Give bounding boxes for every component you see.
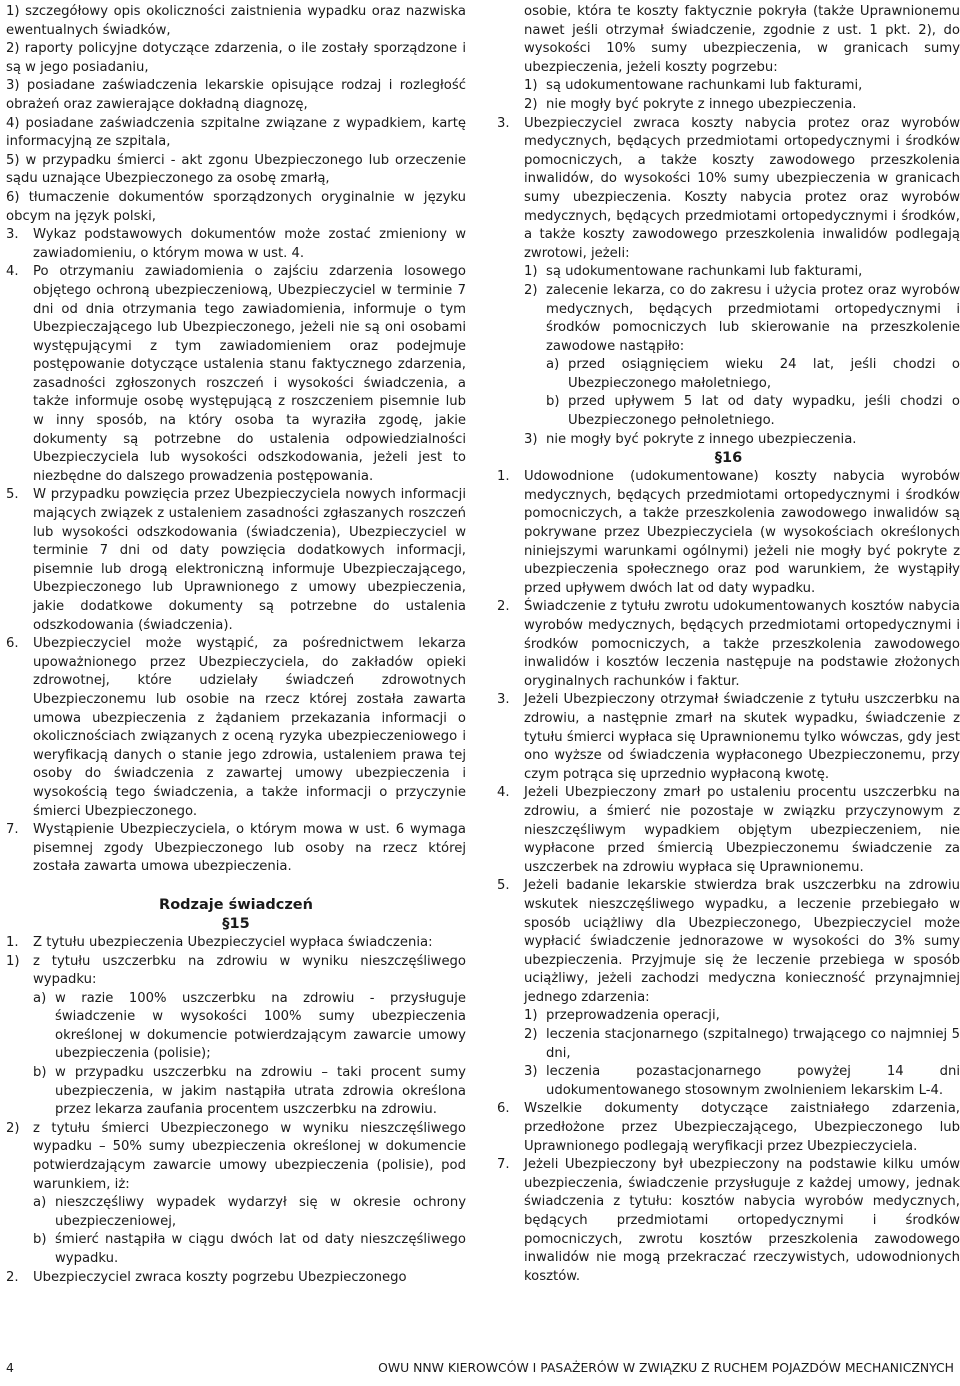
item-number: 3) bbox=[524, 431, 538, 447]
item-number: 6. bbox=[497, 1101, 510, 1117]
section-item bbox=[497, 598, 960, 691]
item-letter: b) bbox=[546, 394, 560, 410]
item-number: 2. bbox=[497, 599, 510, 615]
item-number: 3. bbox=[6, 227, 19, 243]
paragraph-symbol: §16 bbox=[714, 450, 743, 467]
item-text: Po otrzymaniu zawiadomienia o zajściu zdarzenia losowego objętego ochroną ubezpieczeniową, Ubezpieczyciel w terminie 7 dni od dnia otrzymania tego zawiadomienia, informuje o tym Ubezpieczającego lub Ubezpieczonego, jeżeli nie są oni osobami występującymi z tym zawiadomieniem oraz podejmuje postępowanie dotyczące ustalenia stanu faktycznego zdarzenia, zasadności zgłoszonych roszczeń i wysokości świadczenia, a także informuje osobę występującą z roszczeniem pisemnie lub w inny sposób, na który osoba ta wyraziła zgodę, jakie dokumenty są potrzebne do ustalenia odpowiedzialności Ubezpieczyciela lub wysokości odszkodowania, jeżeli jest to niezbędne do dalszego prowadzenia postępowania. bbox=[33, 264, 466, 484]
item-text: przeprowadzenia operacji, bbox=[546, 1008, 720, 1024]
item-text: Ubezpieczyciel zwraca koszty pogrzebu Ubezpieczonego bbox=[33, 1269, 407, 1285]
section-heading: Rodzaje świadczeń bbox=[159, 896, 313, 913]
sub-item bbox=[497, 263, 960, 282]
item-text: Jeżeli Ubezpieczony otrzymał świadczenie z tytułu uszczerbku na zdrowiu, a następnie zmarł na skutek wypadku, świadczenie z tytułu śmierci wypłaca się Uprawnionemu tylko wówczas, gdy jest ono wyższe od świadczenia wypłaconego Ubezpieczonemu, przy czym potrąca się uprzednio wypłaconą kwotę. bbox=[524, 692, 960, 782]
item-number: 5. bbox=[497, 878, 510, 894]
section-item bbox=[6, 1269, 466, 1288]
item-text: Ubezpieczyciel może wystąpić, za pośrednictwem lekarza upoważnionego przez Ubezpieczyciela, do zakładów opieki zdrowotnej, które udzielały świadczeń zdrowotnych Ubezpieczonemu lub osobie na rzecz której została zawarta umowa ubezpieczenia z żądaniem przekazania informacji o okolicznościach związanych z oceną ryzyka ubezpieczeniowego i weryfikacją danych o stanie jego zdrowia, ustaleniem prawa tej osoby do świadczenia z zawartej umowy ubezpieczenia i wysokością tego świadczenia, a także informacji o przyczynie śmierci Ubezpieczonego. bbox=[33, 636, 466, 819]
sub-item bbox=[497, 1007, 960, 1026]
item-number: 2. bbox=[6, 1269, 19, 1285]
letter-item bbox=[6, 1194, 466, 1231]
item-number: 1. bbox=[497, 469, 510, 485]
item-text: leczenia pozastacjonarnego powyżej 14 dni udokumentowanego stosownym zwolnieniem lekarskim L-4. bbox=[546, 1064, 960, 1098]
item-number: 1) bbox=[524, 78, 538, 94]
sub-item bbox=[497, 96, 960, 115]
sub-item bbox=[6, 953, 466, 990]
item-text: przed upływem 5 lat od daty wypadku, jeśli chodzi o Ubezpieczonego pełnoletniego. bbox=[568, 394, 960, 429]
item-text: W przypadku powzięcia przez Ubezpieczyciela nowych informacji mających związek z ustaleniem zasadności zgłaszanych roszczeń lub wysokości odszkodowania (świadczenia), Ubezpieczyciel w terminie 7 dni od daty powzięcia dodatkowych informacji, pisemnie lub drogą elektroniczną informuje Ubezpieczającego, Ubezpieczonego lub Uprawnionego z umowy ubezpieczenia, jakie dodatkowe dokumenty są potrzebne do ustalenia odszkodowania (świadczenia). bbox=[33, 487, 466, 633]
item-text: w przypadku uszczerbku na zdrowiu – taki procent sumy ubezpieczenia, w jakim nastąpiła utrata zdrowia określona przez lekarza zaufania procentem uszczerbku na zdrowiu. bbox=[55, 1065, 466, 1118]
page-number: 4 bbox=[6, 1360, 14, 1375]
letter-item bbox=[6, 990, 466, 1064]
list-item: 6) tłumaczenie dokumentów sporządzonych oryginalnie w języku obcym na język polski, bbox=[6, 189, 466, 224]
item-text: leczenia stacjonarnego (szpitalnego) trwającego co najmniej 5 dni, bbox=[546, 1027, 960, 1061]
item-text: są udokumentowane rachunkami lub fakturami, bbox=[546, 264, 863, 280]
section-item bbox=[497, 115, 960, 264]
list-item: 4) posiadane zaświadczenia szpitalne związane z wypadkiem, kartę informacyjną ze szpitala, bbox=[6, 115, 466, 150]
item-text: nie mogły być pokryte z innego ubezpieczenia. bbox=[546, 431, 857, 447]
item-text: zalecenie lekarza, co do zakresu i użycia protez oraz wyrobów medycznych, będących przedmiotami ortopedycznymi i środków pomocniczych lub skierowanie na przeszkolenie zawodowe nastąpiło: bbox=[546, 282, 960, 354]
item-number: 1. bbox=[6, 934, 19, 950]
item-number: 2) bbox=[524, 282, 538, 298]
section-item bbox=[6, 226, 466, 263]
item-number: 6. bbox=[6, 636, 19, 652]
document-title: OWU NNW KIEROWCÓW I PASAŻERÓW W ZWIĄZKU Z RUCHEM POJAZDÓW MECHANICZNYCH bbox=[378, 1360, 954, 1375]
item-text: z tytułu uszczerbku na zdrowiu w wyniku nieszczęśliwego wypadku: bbox=[33, 953, 466, 988]
item-text: przed osiągnięciem wieku 24 lat, jeśli chodzi o Ubezpieczonego małoletniego, bbox=[568, 357, 960, 391]
sub-item bbox=[497, 1026, 960, 1063]
item-text: Udowodnione (udokumentowane) koszty nabycia wyrobów medycznych, będących przedmiotami ortopedycznymi i środków pomocniczych, a także przeszkolenia zawodowego inwalidów są pokrywane przez Ubezpieczyciela (w wysokościach określonych niniejszymi warunkami ogólnymi) jeżeli nie mogły być pokryte z ubezpieczenia społecznego oraz pod warunkiem, że wystąpiły przed upływem dwóch lat od daty wypadku. bbox=[524, 469, 960, 596]
item-text: nieszczęśliwy wypadek wydarzył się w okresie ochrony ubezpieczeniowej, bbox=[55, 1195, 466, 1229]
item-number: 4. bbox=[6, 264, 19, 280]
item-number: 2) bbox=[524, 96, 538, 112]
section-item bbox=[6, 263, 466, 486]
sub-item bbox=[497, 77, 960, 96]
item-letter: a) bbox=[546, 357, 560, 373]
item-number: 7. bbox=[6, 822, 19, 838]
sub-item bbox=[6, 1120, 466, 1194]
item-text: Wystąpienie Ubezpieczyciela, o którym mowa w ust. 6 wymaga pisemnej zgody Ubezpieczonego lub osoby na rzecz której została zawarta umowa ubezpieczenia. bbox=[33, 822, 466, 875]
item-number: 1) bbox=[6, 953, 20, 969]
item-letter: a) bbox=[33, 990, 47, 1006]
item-text: są udokumentowane rachunkami lub fakturami, bbox=[546, 78, 863, 94]
item-text: Z tytułu ubezpieczenia Ubezpieczyciel wypłaca świadczenia: bbox=[33, 934, 433, 950]
section-item bbox=[6, 934, 466, 953]
list-item: 1) szczegółowy opis okoliczności zaistnienia wypadku oraz nazwiska ewentualnych świadków, bbox=[6, 4, 466, 38]
sub-item bbox=[497, 282, 960, 356]
item-number: 4. bbox=[497, 785, 510, 801]
item-number: 3) bbox=[524, 1064, 538, 1080]
sub-item bbox=[497, 431, 960, 450]
letter-item bbox=[6, 1064, 466, 1120]
item-letter: a) bbox=[33, 1195, 47, 1211]
section-item bbox=[6, 635, 466, 821]
item-number: 7. bbox=[497, 1157, 510, 1173]
item-number: 5. bbox=[6, 487, 19, 503]
item-number: 3. bbox=[497, 115, 510, 131]
right-column bbox=[497, 3, 960, 1286]
item-text: Jeżeli badanie lekarskie stwierdza brak uszczerbku na zdrowiu wskutek nieszczęśliwego wypadku, a leczenie przebiegało w sposób uciążliwy dla Ubezpieczonego, Ubezpieczyciel może wypłacić świadczenie jednorazowe w wysokości do 3% sumy ubezpieczenia. Przyjmuje się że leczenie przebiega w sposób uciążliwy, jeżeli zachodzi medyczna konieczność przynajmniej jednego zdarzenia: bbox=[524, 878, 960, 1005]
item-number: 1) bbox=[524, 1008, 538, 1024]
item-text: Wykaz podstawowych dokumentów może zostać zmieniony w zawiadomieniu, o którym mowa w ust. 4. bbox=[33, 227, 466, 261]
section-item bbox=[6, 821, 466, 877]
continued-text: osobie, która te koszty faktycznie pokryła (także Uprawnionemu nawet jeśli otrzymał świadczenie, zgodnie z ust. 1 pkt. 2), do wysokości 10% sumy ubezpieczenia, w granicach sumy ubezpieczenia, jeżeli koszty pogrzebu: bbox=[524, 4, 960, 75]
item-number: 1) bbox=[524, 264, 538, 280]
item-text: nie mogły być pokryte z innego ubezpieczenia. bbox=[546, 96, 857, 112]
item-text: Jeżeli Ubezpieczony był ubezpieczony na podstawie kilku umów ubezpieczenia, świadczenie przysługuje z każdej umowy, jednak świadczenia z tytułu: kosztów nabycia wyrobów medycznych, będących przedmiotami ortopedycznymi i środków pomocniczych, zwrotu kosztów przeszkolenia zawodowego inwalidów nie mogą przekraczać rzeczywistych, udowodnionych kosztów. bbox=[524, 1157, 960, 1284]
item-text: Jeżeli Ubezpieczony zmarł po ustaleniu procentu uszczerbku na zdrowiu, a śmierć nie pozostaje w związku przyczynowym z nieszczęśliwym wypadkiem objętym ubezpieczeniem, nie wypłacone przed śmiercią Ubezpieczonemu świadczenie za uszczerbek na zdrowiu wypłaca się Uprawnionemu. bbox=[524, 785, 960, 875]
page-footer bbox=[0, 1360, 960, 1382]
section-item bbox=[6, 486, 466, 635]
item-letter: b) bbox=[33, 1232, 47, 1248]
list-item: 3) posiadane zaświadczenia lekarskie opisujące rodzaj i rozległość obrażeń oraz zawierające dokładną diagnozę, bbox=[6, 78, 466, 112]
letter-item bbox=[6, 1231, 466, 1268]
item-number: 2) bbox=[6, 1120, 20, 1136]
sub-item bbox=[497, 1063, 960, 1100]
item-number: 3. bbox=[497, 692, 510, 708]
section-item bbox=[497, 877, 960, 1007]
left-column bbox=[6, 3, 466, 1287]
item-number: 2) bbox=[524, 1027, 538, 1043]
section-item bbox=[497, 1156, 960, 1286]
item-letter: b) bbox=[33, 1065, 47, 1081]
item-text: śmierć nastąpiła w ciągu dwóch lat od daty nieszczęśliwego wypadku. bbox=[55, 1232, 466, 1266]
list-item: 5) w przypadku śmierci - akt zgonu Ubezpieczonego lub orzeczenie sądu uznające Ubezpieczonego za osobę zmarłą, bbox=[6, 152, 466, 187]
list-item: 2) raporty policyjne dotyczące zdarzenia, o ile zostały sporządzone i są w jego posiadaniu, bbox=[6, 41, 466, 75]
section-item bbox=[497, 1100, 960, 1156]
section-item bbox=[497, 784, 960, 877]
paragraph-symbol: §15 bbox=[222, 915, 250, 932]
letter-item bbox=[497, 393, 960, 430]
section-item bbox=[497, 691, 960, 784]
item-text: z tytułu śmierci Ubezpieczonego w wyniku nieszczęśliwego wypadku – 50% sumy ubezpieczenia określonej w dokumencie potwierdzającym zawarcie umowy ubezpieczenia (polisie), pod warunkiem, iż: bbox=[33, 1120, 466, 1192]
letter-item bbox=[497, 356, 960, 393]
section-item bbox=[497, 468, 960, 598]
item-text: Ubezpieczyciel zwraca koszty nabycia protez oraz wyrobów medycznych, będących przedmiotami ortopedycznymi i środków pomocniczych, a także koszty zawodowego przeszkolenia inwalidów, do wysokości 10% sumy ubezpieczenia w granicach sumy ubezpieczenia. Koszty nabycia protez oraz wyrobów medycznych, będących przedmiotami ortopedycznymi i środków, a także koszty zawodowego przeszkolenia inwalidów podlegają zwrotowi, jeżeli: bbox=[524, 115, 960, 261]
item-text: w razie 100% uszczerbku na zdrowiu - przysługuje świadczenie w wysokości 100% sumy ubezpieczenia określonej w dokumencie potwierdzającym zawarcie umowy ubezpieczenia (polisie); bbox=[55, 990, 466, 1062]
item-text: Świadczenie z tytułu zwrotu udokumentowanych kosztów nabycia wyrobów medycznych, będących przedmiotami ortopedycznymi i środków pomocniczych, a także przeszkolenia zawodowego inwalidów i kosztów leczenia następuje na podstawie złożonych oryginalnych rachunków i faktur. bbox=[524, 599, 960, 689]
item-text: Wszelkie dokumenty dotyczące zaistniałego zdarzenia, przedłożone przez Ubezpieczającego, Ubezpieczonego lub Uprawnionego podlegają weryfikacji przez Ubezpieczyciela. bbox=[524, 1101, 960, 1154]
spacer bbox=[6, 877, 466, 896]
